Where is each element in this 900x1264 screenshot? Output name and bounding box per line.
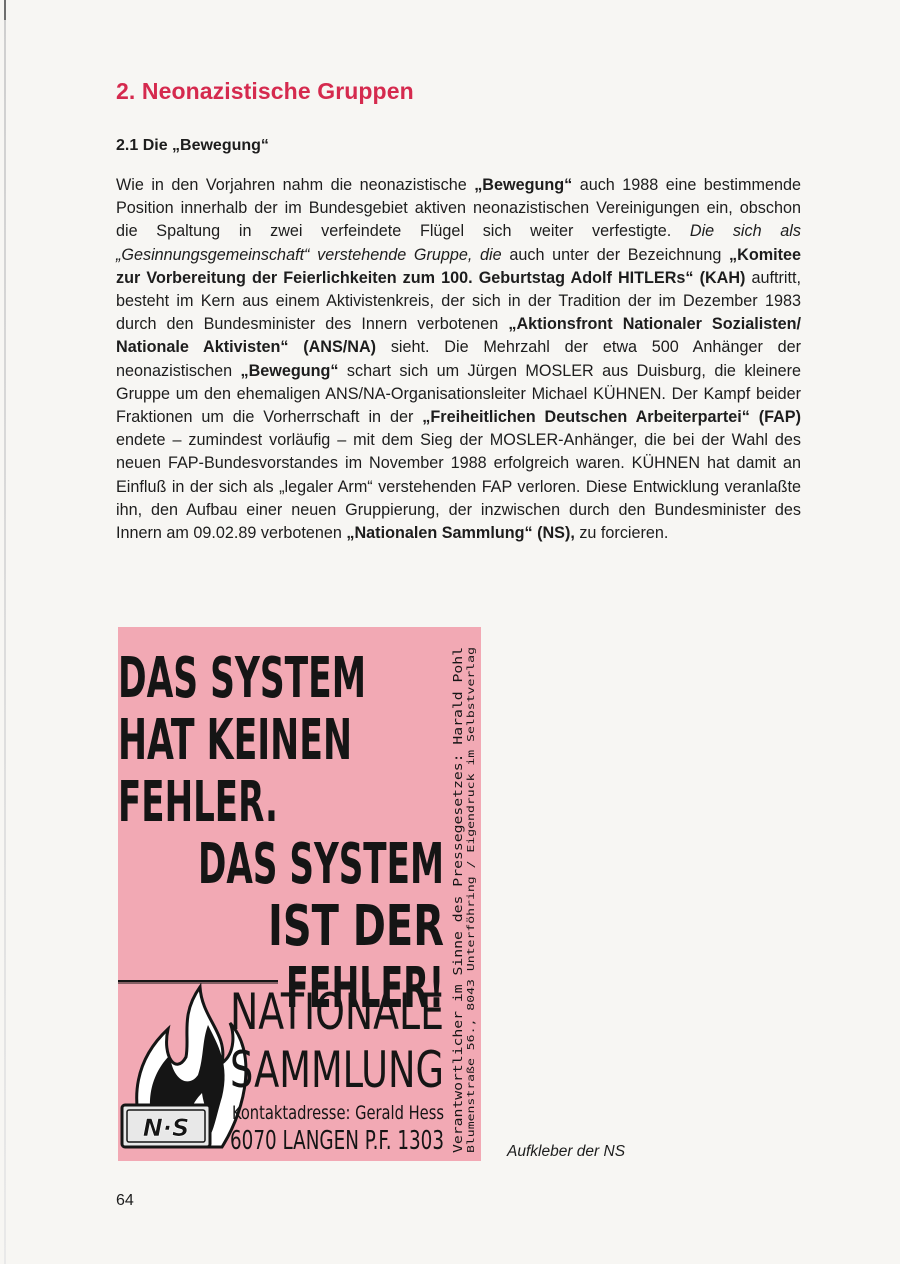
sticker-line-3: FEHLER. [118, 770, 278, 835]
body-paragraph: Wie in den Vorjahren nahm die neonazistische „Bewegung“ auch 1988 eine bestimmende Position innerhalb der im Bundesgebiet aktiven neonazistischen Vereinigungen ein, obschon die Spaltung in zwei verfeindete Flügel sich weiter verfestigte. Die sich als „Gesinnungsgemeinschaft“ verstehende Gruppe, die auch unter der Bezeichnung „Komitee zur Vorbereitung der Feierlichkeiten zum 100. Geburtstag Adolf HITLERs“ (KAH) auftritt, besteht im Kern aus einem Aktivistenkreis, der sich in der Tradition der im Dezember 1983 durch den Bundesminister des Innern verbotenen „Aktionsfront Nationaler Sozialisten/ Nationale Aktivisten“ (ANS/NA) sieht. Die Mehrzahl der etwa 500 Anhänger der neonazistischen „Bewegung“ schart sich um Jürgen MOSLER aus Duisburg, die kleinere Gruppe um den ehemaligen ANS/NA-Organisationsleiter Michael KÜHNEN. Der Kampf beider Fraktionen um die Vorherrschaft in der „Freiheitlichen Deutschen Arbeiterpartei“ (FAP) endete – zumindest vorläufig – mit dem Sieg der MOSLER-Anhänger, die bei der Wahl des neuen FAP-Bundesvorstandes im November 1988 erfolgreich waren. KÜHNEN hat damit an Einfluß in der sich als „legaler Arm“ verstehenden FAP verloren. Diese Entwicklung veranlaßte ihn, den Aufbau einer neuen Gruppierung, der inzwischen durch den Bundesminister des Innern am 09.02.89 verbotenen „Nationalen Sammlung“ (NS), zu forcieren. [116, 176, 802, 543]
sticker-imprint-line-2: Blumenstraße 56., 8043 Unterföhring / Eigendruck im Selbstverlag [466, 767, 477, 1153]
sticker-line-5: IST DER [268, 894, 444, 959]
subsection-title: 2.1 Die „Bewegung“ [116, 137, 269, 154]
sticker-address: 6070 LANGEN P.F. 1303 [230, 1126, 444, 1156]
sticker-contact: Kontaktadresse: Gerald Hess [232, 1102, 445, 1124]
sticker-org-line-2: SAMMLUNG [230, 1041, 444, 1099]
sticker-org-line-1: NATIONALE [230, 983, 444, 1041]
section-title: 2. Neonazistische Gruppen [116, 78, 414, 104]
page-edge [4, 0, 6, 1264]
sticker-artwork [118, 627, 481, 1161]
ns-sticker-image [118, 627, 481, 1161]
sticker-line-1: DAS SYSTEM [118, 646, 366, 711]
sticker-line-6: FEHLER! [286, 956, 444, 1021]
sticker-line-4: DAS SYSTEM [198, 832, 444, 897]
ns-logo-text: N·S [142, 1114, 190, 1142]
sticker-line-2: HAT KEINEN [118, 708, 352, 773]
ns-logo-badge [122, 1105, 210, 1147]
image-caption: Aufkleber der NS [507, 1143, 626, 1160]
sticker-imprint-line-1: Verantwortlicher im Sinne des Pressegesetzes: Harald Pohl [450, 724, 465, 1153]
page-number: 64 [116, 1192, 134, 1209]
